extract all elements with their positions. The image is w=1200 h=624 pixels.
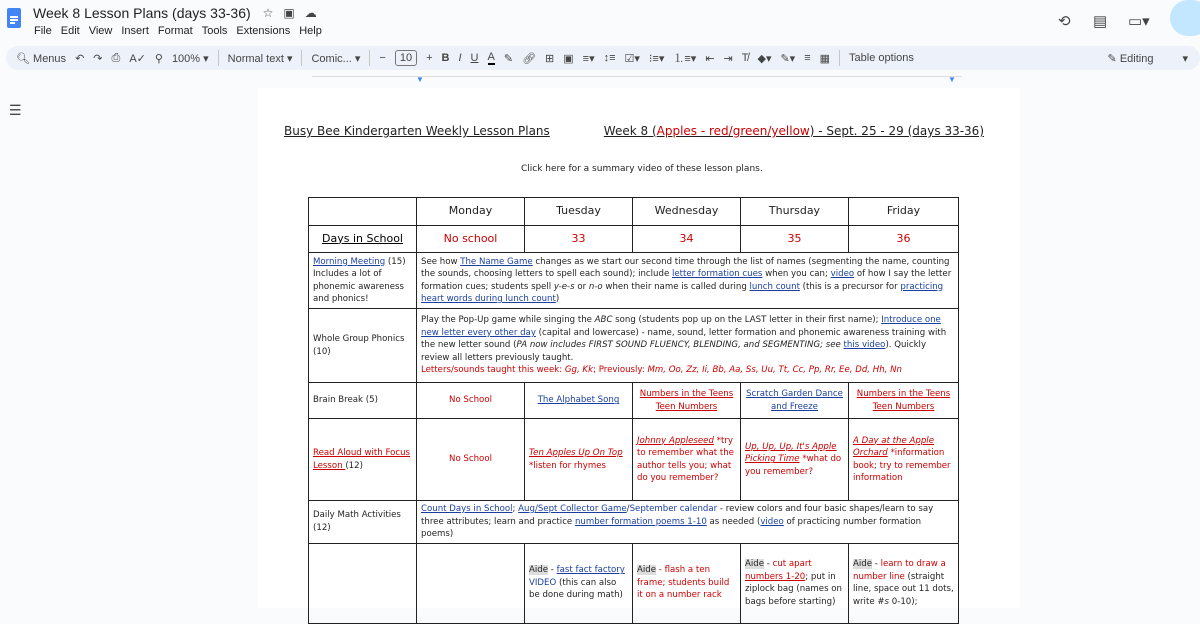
version-history-icon[interactable]: ⟲ [1058, 13, 1071, 30]
bold-icon[interactable]: B [441, 52, 450, 64]
text-segment: - [764, 559, 773, 569]
week-heading [604, 124, 984, 138]
text-segment: (this can also be done during math) [529, 577, 623, 601]
table-row [309, 501, 959, 544]
text-link[interactable]: Scratch Garden Dance and Freeze [746, 389, 843, 412]
text-segment: (this is a precursor for [799, 281, 901, 292]
day-header: Thursday [741, 198, 849, 226]
text-link[interactable]: Count Days in School [421, 504, 513, 514]
link-icon[interactable]: 🔗︎ [522, 52, 537, 65]
read-aloud-cell [849, 419, 959, 501]
text-segment: Mm, Oo, Zz, Ii, Bb, Aa, Ss, Uu, Tt, Cc, Pp, Rr, Ee, Dd, Hh, Nn [647, 365, 902, 376]
increase-indent-icon[interactable]: ⇥ [723, 52, 733, 65]
text-segment: VIDEO [529, 577, 557, 588]
docs-logo-icon[interactable] [7, 8, 21, 28]
text-segment: ) [555, 294, 560, 304]
border-width-icon[interactable]: ≡ [804, 52, 811, 64]
text-segment: / [626, 504, 630, 514]
add-comment-icon[interactable]: ⊞ [545, 52, 555, 65]
text-link[interactable]: Up, Up, Up, It's Apple Picking Time [745, 441, 837, 465]
aide-tag: Aide [853, 559, 873, 569]
spellcheck-icon[interactable]: A✓ [129, 52, 146, 65]
line-spacing-icon[interactable]: ↕≡ [603, 52, 616, 64]
day-header: Tuesday [525, 198, 633, 226]
brain-break-cell [417, 383, 525, 419]
menu-extensions[interactable]: Extensions [236, 25, 291, 37]
text-segment: ; put in ziplock bag (names on bags before starting) [745, 571, 842, 607]
table-row [309, 543, 959, 623]
text-link[interactable]: lunch count [749, 281, 800, 292]
text-segment: Gg, Kk [564, 365, 594, 376]
text-segment: cut apart [772, 559, 812, 569]
aide-tag: Aide [637, 565, 657, 576]
text-segment: ; [512, 504, 519, 514]
text-segment: of how I say the letter formation cues; students spell [421, 269, 952, 292]
search-menus-button[interactable]: 🔍︎ Menus [16, 52, 67, 65]
table-row [309, 226, 959, 253]
menu-format[interactable]: Format [157, 25, 193, 37]
morning-meeting-cell [417, 253, 959, 309]
underline-icon[interactable]: U [470, 52, 479, 64]
row-label: Daily Math Activities (12) [309, 501, 417, 544]
menu-tools[interactable]: Tools [201, 25, 228, 37]
right-indent-marker-icon[interactable]: ▼ [948, 75, 956, 84]
aide-cell [633, 543, 741, 623]
text-segment: y-e-s [553, 281, 575, 292]
text-segment: n-o [588, 281, 603, 292]
text-segment: - flash a ten frame; students build it on a number rack [637, 565, 730, 601]
indent-marker-icon[interactable]: ▼ [416, 75, 424, 84]
text-link[interactable]: letter formation cues [671, 269, 763, 279]
text-link[interactable]: Aug/Sept Collector Game [518, 504, 627, 514]
math-cell [417, 501, 959, 544]
text-link[interactable]: numbers 1-20 [745, 571, 806, 582]
share-button[interactable] [1170, 0, 1200, 36]
text-segment: (capital and lowercase) - name, sound, letter formation and phonemic awareness training with the new letter sound ( [421, 327, 947, 351]
aide-cell [417, 543, 525, 623]
text-segment: 0-10); [889, 596, 918, 607]
bullet-list-icon[interactable]: ⁝≡▾ [648, 52, 665, 65]
title-bar [0, 0, 1200, 42]
font-select[interactable]: Comic... ▾ [311, 52, 361, 65]
text-segment: when their name is called during [602, 281, 750, 292]
empty-cell [309, 198, 417, 226]
text-segment: *what do you remember? [745, 454, 842, 477]
text-segment: - [548, 565, 557, 576]
text-segment: No School [449, 454, 492, 465]
text-link[interactable]: Read Aloud with Focus Lesson [313, 448, 410, 471]
text-color-icon[interactable]: A [487, 51, 495, 63]
style-select[interactable]: Normal text ▾ [227, 52, 293, 65]
toolbar [6, 46, 1200, 70]
clear-formatting-icon[interactable]: T̸ [741, 52, 749, 64]
row-label: Brain Break (5) [309, 383, 417, 419]
menu-file[interactable]: File [34, 25, 52, 37]
text-segment: Letters/sounds taught this week: [421, 365, 565, 376]
menu-view[interactable]: View [88, 25, 113, 37]
meet-icon[interactable]: ▭▾ [1128, 13, 1150, 30]
day-header: Wednesday [633, 198, 741, 226]
decrease-font-size-button[interactable]: − [379, 52, 386, 64]
text-segment: September calendar [629, 504, 718, 514]
brain-break-cell [741, 383, 849, 419]
text-segment: song (students pop up on the LAST letter in their first name); [612, 315, 882, 326]
text-link[interactable]: Numbers in the Teens Teen Numbers [856, 389, 951, 412]
text-segment: PA now includes FIRST SOUND FLUENCY, BLENDING, and SEGMENTING; see [516, 340, 844, 351]
insert-image-icon[interactable]: ▣ [563, 52, 574, 65]
decrease-indent-icon[interactable]: ⇤ [705, 52, 715, 65]
comments-icon[interactable]: ▤ [1093, 13, 1108, 30]
aide-cell [849, 543, 959, 623]
text-link[interactable]: Johnny Appleseed [637, 435, 714, 446]
text-link[interactable]: A Day at the Apple Orchard [853, 435, 934, 458]
empty-cell [309, 543, 417, 623]
redo-icon[interactable]: ↷ [93, 52, 103, 65]
day-count: 34 [633, 226, 741, 253]
row-label [309, 419, 417, 501]
ruler[interactable] [312, 76, 962, 86]
day-header: Monday [417, 198, 525, 226]
brain-break-cell [849, 383, 959, 419]
row-label: Whole Group Phonics (10) [309, 309, 417, 383]
text-link[interactable]: practicing heart words during lunch count [421, 281, 944, 304]
text-segment: ; Previously: [593, 365, 648, 376]
day-count: 33 [525, 226, 633, 253]
letters-taught [421, 364, 954, 377]
text-segment: as needed ( [706, 516, 761, 527]
table-row [309, 253, 959, 309]
paint-format-icon[interactable]: ⚲ [154, 52, 163, 65]
zoom-select[interactable]: 100% ▾ [171, 52, 209, 65]
row-label [309, 253, 417, 309]
text-link[interactable]: this video [843, 340, 886, 351]
increase-font-size-button[interactable]: + [426, 52, 433, 64]
lesson-plan-table [308, 197, 959, 624]
cloud-status-icon[interactable]: ☁ [304, 6, 317, 20]
text-segment: - [872, 559, 881, 569]
text-segment: - review colors and four basic shapes/learn to say three attributes; learn and practice [421, 504, 934, 527]
italic-icon[interactable]: I [458, 52, 462, 64]
highlight-icon[interactable]: ✎ [503, 52, 514, 65]
text-segment: See how [421, 256, 461, 267]
read-aloud-cell [633, 419, 741, 501]
text-segment: #s [877, 596, 890, 607]
star-icon[interactable]: ☆ [262, 6, 274, 20]
document-heading: Busy Bee Kindergarten Weekly Lesson Plans [284, 124, 550, 138]
align-icon[interactable]: ≡▾ [582, 52, 595, 65]
text-segment: learn to draw a number line [853, 559, 946, 582]
text-link[interactable]: Ten Apples Up On Top [529, 448, 623, 458]
text-link[interactable]: The Alphabet Song [537, 395, 620, 406]
text-segment: *information book; try to remember information [853, 448, 951, 483]
menu-help[interactable]: Help [299, 25, 322, 37]
aide-tag: Aide [745, 559, 765, 569]
text-segment: changes as we start our second time through the list of names (segmenting the name, counting the sounds, choosing letters to spell each sound); include [421, 256, 950, 279]
day-header: Friday [849, 198, 959, 226]
day-count: 36 [849, 226, 959, 253]
document-title[interactable]: Week 8 Lesson Plans (days 33-36) [33, 5, 251, 21]
table-row [309, 383, 959, 419]
numbered-list-icon[interactable]: ⒈≡▾ [673, 53, 697, 65]
text-link[interactable]: The Name Game [460, 256, 533, 267]
text-segment: Week 8 ( [603, 124, 657, 138]
fill-color-icon[interactable]: ◆▾ [757, 52, 772, 65]
menu-bar [34, 25, 322, 37]
text-link[interactable]: number formation poems 1-10 [574, 516, 707, 527]
text-segment: of practicing number formation poems) [421, 516, 922, 539]
checklist-icon[interactable]: ☑▾ [624, 52, 640, 65]
brain-break-cell [633, 383, 741, 419]
text-segment: (15) Includes a lot of phonemic awareness and phonics! [313, 256, 406, 304]
table-row [309, 309, 959, 383]
text-segment: Apples - red/green/yellow [656, 124, 810, 138]
text-segment: *try to remember what the author tells you; what do you remember? [637, 435, 734, 483]
text-segment: Play the Pop-Up game while singing the [421, 315, 595, 326]
phonics-text [421, 314, 954, 364]
read-aloud-cell [417, 419, 525, 501]
text-link[interactable]: Numbers in the Teens Teen Numbers [639, 389, 734, 412]
table-row [309, 419, 959, 501]
text-segment: when you can; [762, 269, 831, 279]
table-row [309, 198, 959, 226]
aide-cell [741, 543, 849, 623]
day-count: 35 [741, 226, 849, 253]
text-segment: ). Quickly review all letters previously taught. [421, 340, 927, 363]
table-options-button[interactable]: Table options [849, 52, 914, 64]
document-outline-icon[interactable]: ☰ [9, 102, 22, 118]
text-link[interactable]: Introduce one new letter every other day [421, 315, 941, 338]
border-dash-icon[interactable]: ▦ [819, 52, 831, 65]
text-segment: *listen for rhymes [529, 460, 606, 471]
read-aloud-cell [525, 419, 633, 501]
row-label: Days in School [309, 226, 417, 253]
text-link[interactable]: Morning Meeting [313, 256, 386, 267]
print-icon[interactable]: ⎙ [111, 51, 121, 64]
menu-insert[interactable]: Insert [121, 25, 149, 37]
editing-mode-select[interactable]: ✎ Editing [1107, 52, 1154, 65]
text-segment: or [574, 281, 589, 292]
phonics-cell [417, 309, 959, 383]
move-folder-icon[interactable]: ▣ [283, 6, 295, 20]
border-color-icon[interactable]: ✎▾ [780, 52, 796, 65]
aide-tag: Aide [529, 565, 549, 576]
menu-edit[interactable]: Edit [60, 25, 80, 37]
collapse-menus-icon[interactable]: ▾ [1182, 52, 1188, 65]
text-segment: (12) [345, 460, 363, 471]
text-link[interactable]: fast fact factory [556, 565, 625, 576]
text-segment: ABC [594, 315, 613, 326]
brain-break-cell [525, 383, 633, 419]
day-count: No school [417, 226, 525, 253]
read-aloud-cell [741, 419, 849, 501]
text-segment: (straight line, space out 11 dots, write [853, 571, 954, 607]
text-link[interactable]: video [760, 516, 784, 527]
undo-icon[interactable]: ↶ [75, 52, 85, 65]
text-link[interactable]: video [830, 269, 855, 279]
font-size-input[interactable]: 10 [395, 50, 417, 66]
aide-cell [525, 543, 633, 623]
summary-video-link[interactable]: Click here for a summary video of these lesson plans. [521, 164, 763, 174]
text-segment: ) - Sept. 25 - 29 (days 33-36) [809, 124, 984, 138]
search-icon: 🔍︎ [16, 52, 30, 65]
text-segment: No School [449, 395, 492, 406]
